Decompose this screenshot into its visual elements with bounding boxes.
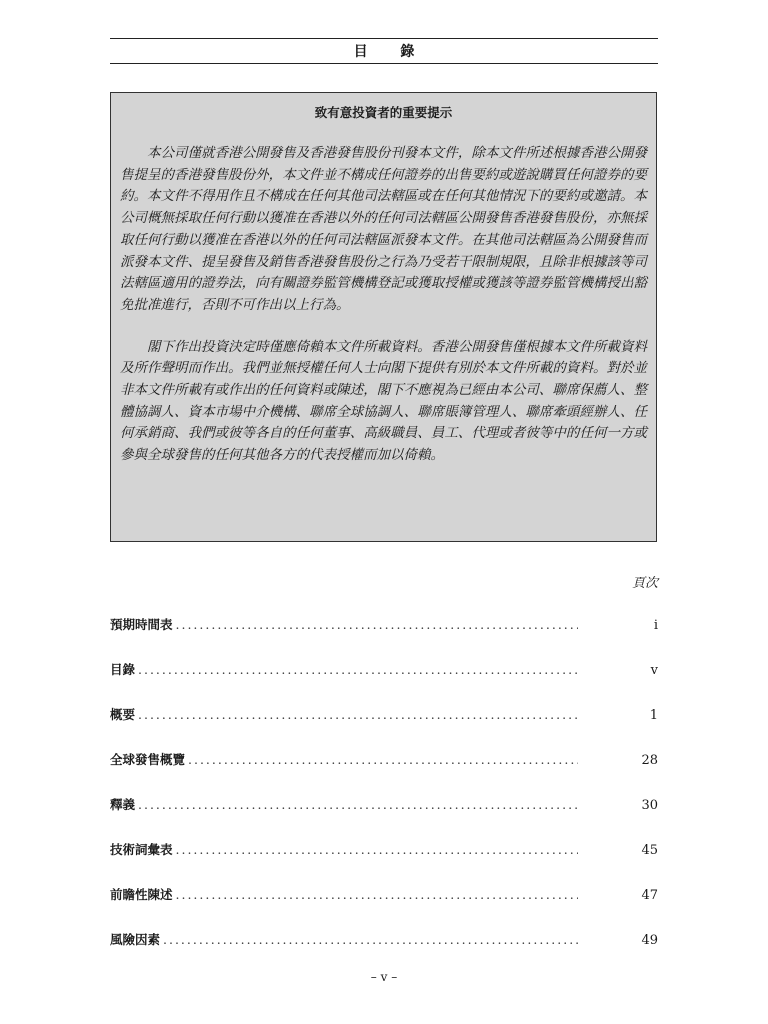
dot-leader xyxy=(163,932,578,947)
dot-leader xyxy=(188,752,578,767)
toc-entry-title: 預期時間表 xyxy=(110,617,173,632)
table-of-contents xyxy=(110,615,658,975)
toc-entry-glossary[interactable] xyxy=(110,840,658,885)
toc-entry-title: 風險因素 xyxy=(110,932,161,947)
toc-entry-contents[interactable] xyxy=(110,660,658,705)
notice-heading: 致有意投資者的重要提示 xyxy=(314,105,453,120)
investor-notice-box xyxy=(110,92,657,542)
toc-entry-definitions[interactable] xyxy=(110,795,658,840)
notice-paragraph-2: 閣下作出投資決定時僅應倚賴本文件所載資料。香港公開發售僅根據本文件所載資料及所作聲明而作出。我們並無授權任何人士向閣下提供有別於本文件所載的資料。對於並非本文件所載有或作出的任何資料或陳述，閣下不應視為已經由本公司、聯席保薦人、整體協調人、資本市場中介機構、聯席全球協調人、聯席賬簿管理人、聯席牽頭經辦人、任何承銷商、我們或彼等各自的任何董事、高級職員、員工、代理或者彼等中的任何一方或參與全球發售的任何其他各方的代表授權而加以倚賴。 xyxy=(120,338,647,464)
toc-entry-page: 28 xyxy=(641,753,658,768)
dot-leader xyxy=(176,887,578,902)
toc-entry-expected-timetable[interactable] xyxy=(110,615,658,660)
toc-entry-title: 概要 xyxy=(110,707,136,722)
toc-entry-global-offering-overview[interactable] xyxy=(110,750,658,795)
toc-entry-title: 全球發售概覽 xyxy=(110,752,186,767)
toc-entry-title: 釋義 xyxy=(110,797,136,812)
toc-entry-summary[interactable] xyxy=(110,705,658,750)
toc-entry-title: 前瞻性陳述 xyxy=(110,887,173,902)
toc-entry-page: i xyxy=(653,618,658,633)
toc-entry-page: 30 xyxy=(641,798,658,813)
dot-leader xyxy=(176,842,578,857)
notice-paragraph-1: 本公司僅就香港公開發售及香港發售股份刊發本文件，除本文件所述根據香港公開發售提呈的香港發售股份外，本文件並不構成任何證券的出售要約或遊說購買任何證券的要約。本文件不得用作且不構成在任何其他司法轄區或在任何其他情況下的要約或邀請。本公司概無採取任何行動以獲准在香港以外的任何司法轄區公開發售香港發售股份，亦無採取任何行動以獲准在香港以外的任何司法轄區派發本文件。在其他司法轄區為公開發售而派發本文件、提呈發售及銷售香港發售股份之行為乃受若干限制規限，且除非根據該等司法轄區適用的證券法，向有關證券監管機構登記或獲取授權或獲該等證券監管機構授出豁免批准進行，否則不可作出以上行為。 xyxy=(120,145,647,313)
toc-entry-title: 技術詞彙表 xyxy=(110,842,173,857)
toc-entry-page: 47 xyxy=(641,888,658,903)
dot-leader xyxy=(138,707,578,722)
toc-entry-page: 1 xyxy=(649,708,658,723)
page-column-label: 頁次 xyxy=(631,576,658,591)
page-number: – v – xyxy=(370,970,398,984)
dot-leader xyxy=(138,797,578,812)
toc-entry-page: 45 xyxy=(641,843,658,858)
page-header xyxy=(110,38,658,64)
toc-entry-title: 目錄 xyxy=(110,662,136,677)
toc-entry-forward-looking-statements[interactable] xyxy=(110,885,658,930)
toc-entry-page: v xyxy=(650,663,658,678)
dot-leader xyxy=(176,617,578,632)
toc-entry-page: 49 xyxy=(641,933,658,948)
toc-entry-risk-factors[interactable] xyxy=(110,930,658,975)
page-title: 目 錄 xyxy=(353,44,429,60)
dot-leader xyxy=(138,662,578,677)
